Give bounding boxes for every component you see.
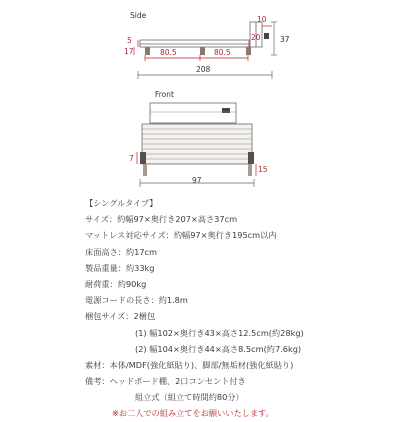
spec-remarks: 備考：ヘッドボード棚、2口コンセント付き xyxy=(85,376,246,387)
dim-side-right-20: 20 xyxy=(251,33,261,42)
spec-size: サイズ：約幅97×奥行き207×高さ37cm xyxy=(85,214,238,225)
spec-material: 素材：本体/MDF(強化紙貼り)、脚部/無垢材(強化紙貼り) xyxy=(85,359,294,370)
dim-side-seg-a: 80.5 xyxy=(160,48,177,57)
dim-side-left-17: 17 xyxy=(124,47,134,56)
spec-assembly: 組立式（組立て時間約80分） xyxy=(135,392,244,403)
dim-side-left-5: 5 xyxy=(127,36,132,45)
spec-packages: 梱包サイズ：2梱包 xyxy=(85,311,156,322)
spec-package-1: (1) 幅102×奥行き43×高さ12.5cm(約28kg) xyxy=(135,327,304,338)
dim-side-seg-b: 80.5 xyxy=(214,48,231,57)
spec-heading: 【シングルタイプ】 xyxy=(85,198,158,208)
dim-side-height-37: 37 xyxy=(280,35,290,44)
spec-floor-height: 床面高さ：約17cm xyxy=(85,246,158,257)
spec-mattress: マットレス対応サイズ：約幅97×奥行き195cm以内 xyxy=(85,230,277,241)
spec-cord-length: 電源コードの長さ：約1.8m xyxy=(85,295,188,306)
spec-package-2: (2) 幅104×奥行き44×高さ8.5cm(約7.6kg) xyxy=(135,343,302,354)
spec-load-limit: 耐荷重：約90kg xyxy=(85,278,147,289)
front-view-label: Front xyxy=(155,90,174,99)
spec-assembly-note: ※お二人での組み立てをお願いいたします。 xyxy=(112,408,274,419)
dim-side-top-10: 10 xyxy=(257,15,267,24)
side-view-label: Side xyxy=(130,11,147,20)
spec-product-weight: 製品重量：約33kg xyxy=(85,262,155,273)
dim-front-total-97: 97 xyxy=(192,176,202,185)
dim-side-total-208: 208 xyxy=(196,65,211,74)
dim-front-right-15: 15 xyxy=(258,165,268,174)
dim-front-left-7: 7 xyxy=(129,154,134,163)
front-view-drawing xyxy=(140,103,254,176)
spec-list xyxy=(85,195,395,422)
